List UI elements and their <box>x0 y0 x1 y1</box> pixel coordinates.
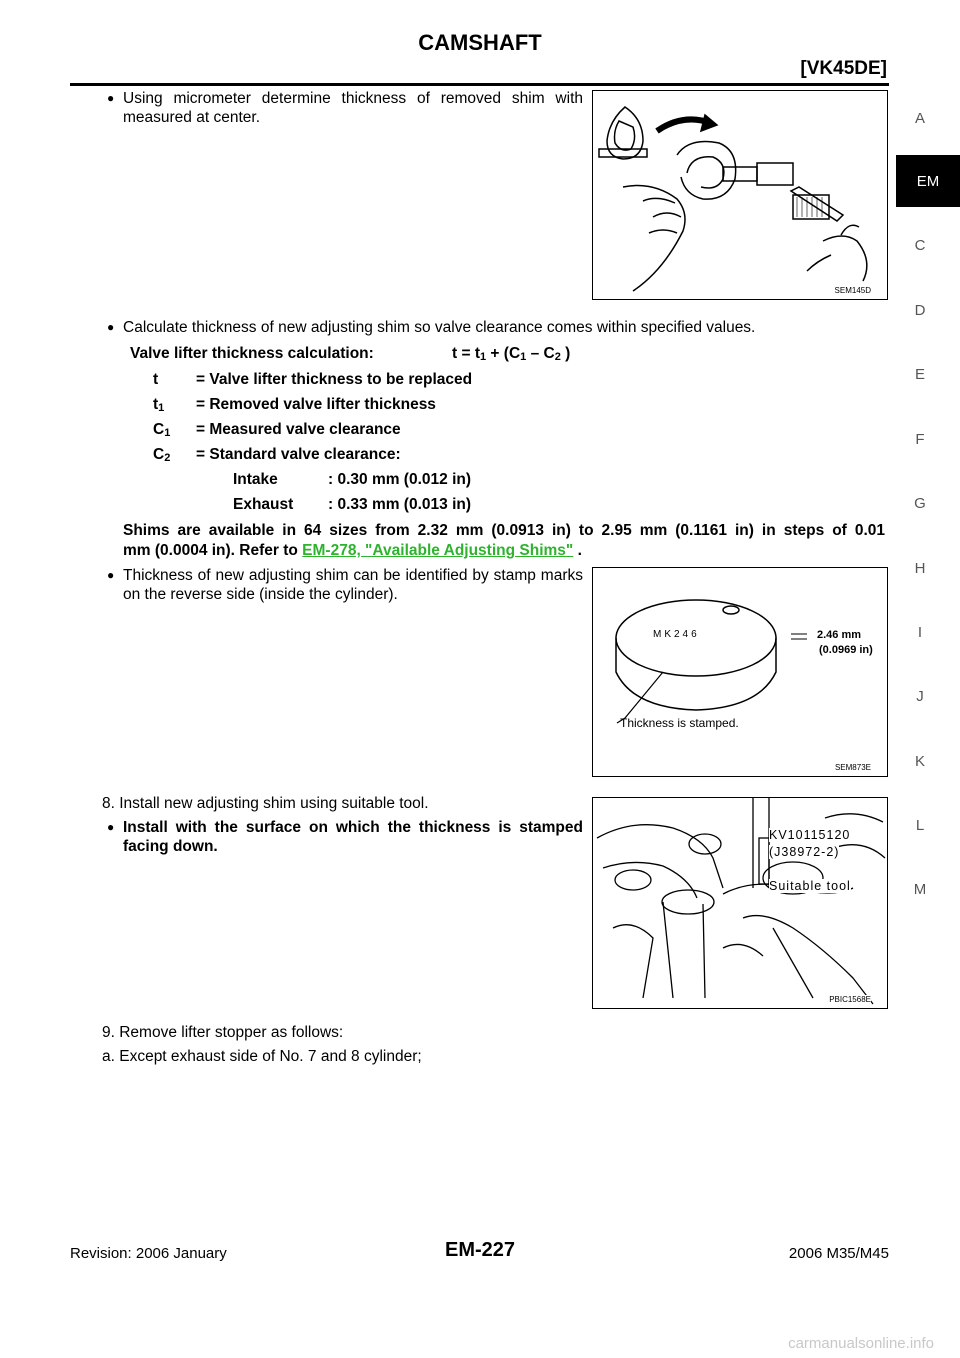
index-letter-l[interactable]: L <box>915 817 925 834</box>
available-shims-link[interactable]: EM-278, "Available Adjusting Shims" <box>302 542 574 559</box>
index-letter-d[interactable]: D <box>914 302 926 319</box>
index-letter-g[interactable]: G <box>914 495 926 512</box>
footer-model: 2006 M35/M45 <box>788 1245 889 1262</box>
watermark: carmanualsonline.info <box>788 1335 934 1352</box>
calc-c2-definition: = Standard valve clearance: <box>196 446 401 463</box>
index-letter-j[interactable]: J <box>916 688 924 705</box>
calc-t1-definition: = Removed valve lifter thickness <box>196 396 436 413</box>
page-title: CAMSHAFT <box>418 30 542 55</box>
step-8: 8. Install new adjusting shim using suitable tool. <box>102 795 429 812</box>
shim-stamp-mark: MK246 <box>653 629 700 640</box>
figure-tool <box>592 797 888 1009</box>
figure-code: SEM145D <box>834 286 871 295</box>
calc-t-definition: = Valve lifter thickness to be replaced <box>196 371 473 388</box>
index-letter-k[interactable]: K <box>914 753 925 770</box>
header-rule <box>70 83 889 86</box>
calc-t1-symbol: $t_1$ <box>153 396 165 414</box>
figure-code: PBIC1568E <box>829 995 871 1004</box>
revision-date: Revision: 2006 January <box>70 1245 227 1262</box>
calc-t-symbol: t <box>153 371 159 388</box>
calc-c2-symbol: $C_2$ <box>153 446 171 464</box>
bullet-micrometer: ● Using micrometer determine thickness of removed shim with measured at center. <box>123 89 583 127</box>
shim-thickness-mm: 2.46 mm <box>817 629 862 641</box>
intake-value: : 0.30 mm (0.012 in) <box>328 471 472 488</box>
bullet-install: ● Install with the surface on which the thickness is stamped facing down. <box>123 818 583 856</box>
index-letter-f[interactable]: F <box>915 431 925 448</box>
shims-text-line1: Shims are available in 64 sizes from 2.32 mm (0.0913 in) to 2.95 mm (0.1161 in) in steps of 0.01 <box>123 522 885 539</box>
micrometer-illustration <box>593 91 887 299</box>
index-letter-m[interactable]: M <box>913 881 927 898</box>
suitable-tool-label: Suitable tool <box>769 879 851 893</box>
shim-thickness-in: (0.0969 in) <box>819 644 873 656</box>
tool-number: KV10115120 <box>769 828 851 842</box>
shim-illustration <box>593 568 887 776</box>
page-number: EM-227 <box>444 1239 516 1261</box>
exhaust-label: Exhaust <box>233 496 294 513</box>
shims-text-line2: mm (0.0004 in). Refer to EM-278, "Available Adjusting Shims" . <box>123 542 582 559</box>
calc-c1-definition: = Measured valve clearance <box>196 421 401 438</box>
exhaust-value: : 0.33 mm (0.013 in) <box>328 496 472 513</box>
step-9: 9. Remove lifter stopper as follows: <box>102 1024 344 1041</box>
calc-formula: $t = t_1 + (C_1 - C_2$ ) <box>452 345 571 363</box>
index-tab-em[interactable]: EM <box>896 155 960 207</box>
bullet-stamp: ● Thickness of new adjusting shim can be identified by stamp marks on the reverse side (inside the cylinder). <box>123 566 583 604</box>
index-letter-i[interactable]: I <box>917 624 923 641</box>
calc-c1-symbol: $C_1$ <box>153 421 171 439</box>
engine-model: [VK45DE] <box>800 58 887 79</box>
index-letter-a[interactable]: A <box>914 110 925 127</box>
figure-code: SEM873E <box>834 763 871 772</box>
figure-shim <box>592 567 888 777</box>
tool-alt-number: (J38972-2) <box>769 845 840 859</box>
index-letter-c[interactable]: C <box>914 237 926 254</box>
index-letter-e[interactable]: E <box>914 366 925 383</box>
bullet-calculate: ● Calculate thickness of new adjusting shim so valve clearance comes within specified values. <box>123 318 893 337</box>
shim-caption: Thickness is stamped. <box>620 716 739 730</box>
index-letter-h[interactable]: H <box>914 560 926 577</box>
intake-label: Intake <box>233 471 278 488</box>
figure-micrometer <box>592 90 888 300</box>
calc-label: Valve lifter thickness calculation: <box>130 345 374 362</box>
step-9a: a. Except exhaust side of No. 7 and 8 cylinder; <box>102 1048 422 1065</box>
